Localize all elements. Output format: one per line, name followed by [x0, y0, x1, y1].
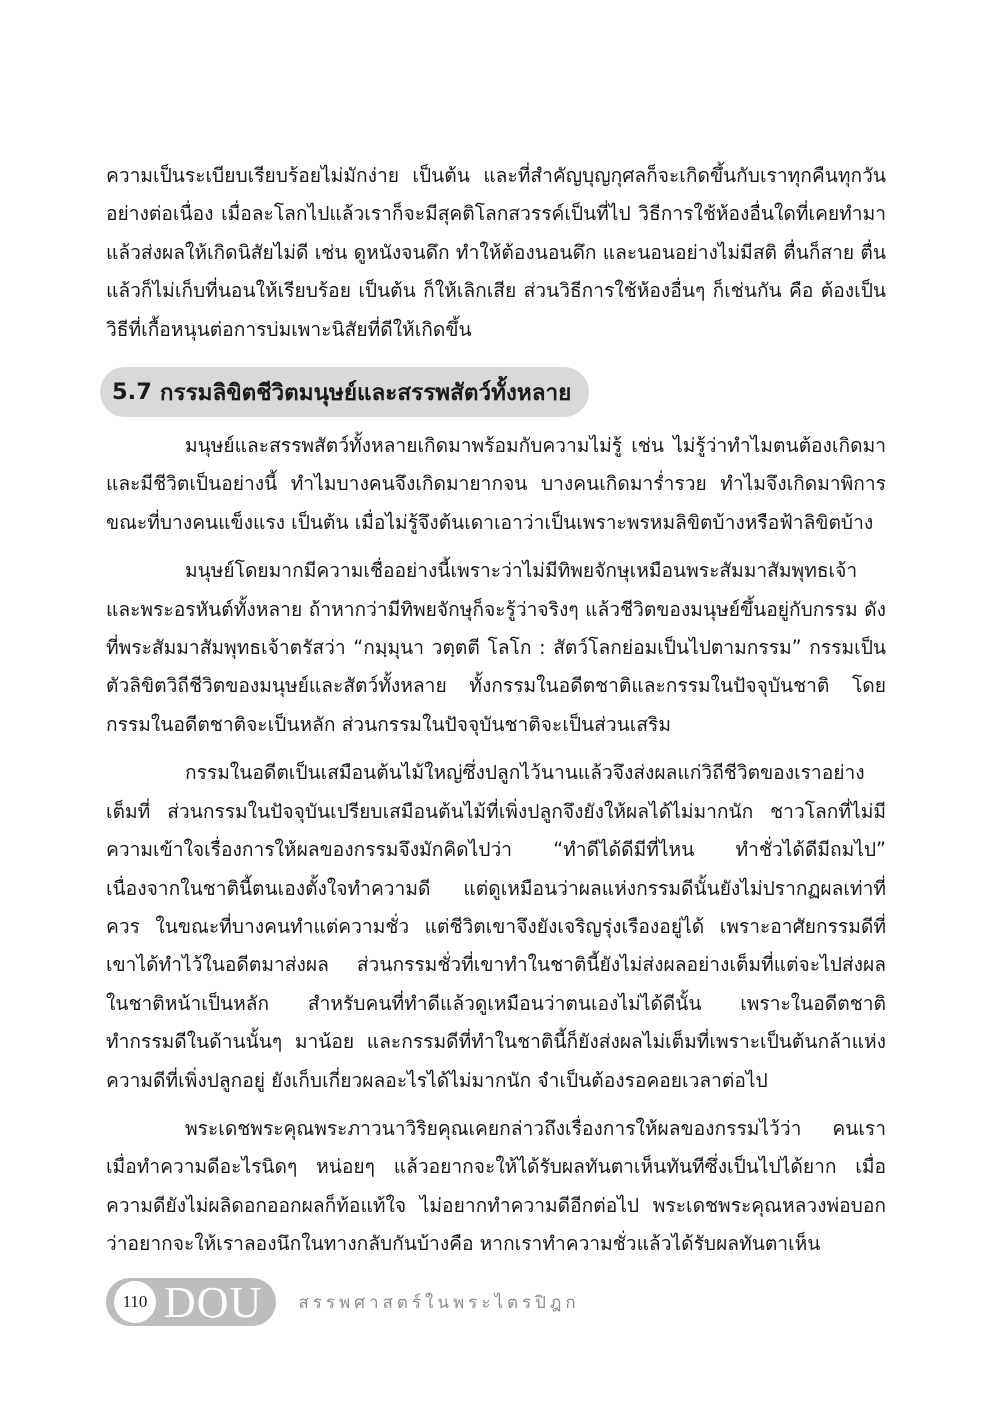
dou-logo: DOU [164, 1277, 263, 1327]
page-body [106, 157, 886, 1264]
paragraph-4: พระเดชพระคุณพระภาวนาวิริยคุณเคยกล่าวถึงเรื่องการให้ผลของกรรมไว้ว่า คนเราเมื่อทำความดีอะไรนิดๆ หน่อยๆ แล้วอยากจะให้ได้รับผลทันตาเห็นทันทีซึ่งเป็นไปได้ยาก เมื่อความดียังไม่ผลิดอกออกผลก็ท้อแท้ใจ ไม่อยากทำความดีอีกต่อไป พระเดชพระคุณหลวงพ่อบอกว่าอยากจะให้เราลองนึกในทางกลับกันบ้างคือ หากเราทำความชั่วแล้วได้รับผลทันตาเห็น [106, 1116, 886, 1256]
book-title: สรรพศาสตร์ในพระไตรปิฎก [298, 1292, 580, 1313]
section-number: 5.7 [112, 379, 152, 406]
section-title: กรรมลิขิตชีวิตมนุษย์และสรรพสัตว์ทั้งหลาย [159, 380, 572, 407]
section-heading-pill [100, 367, 589, 417]
paragraph-gap [106, 542, 886, 552]
paragraph-gap [106, 1100, 886, 1110]
page-footer [106, 1276, 580, 1328]
paragraph-1: มนุษย์และสรรพสัตว์ทั้งหลายเกิดมาพร้อมกับความไม่รู้ เช่น ไม่รู้ว่าทำไมตนต้องเกิดมา และมีชีวิตเป็นอย่างนี้ ทำไมบางคนจึงเกิดมายากจน บางคนเกิดมาร่ำรวย ทำไมจึงเกิดมาพิการ ขณะที่บางคนแข็งแรง เป็นต้น เมื่อไม่รู้จึงต้นเดาเอาว่าเป็นเพราะพรหมลิขิตบ้างหรือฟ้าลิขิตบ้าง [106, 434, 886, 534]
section-heading [100, 363, 886, 421]
paragraph-gap [106, 744, 886, 754]
page-number: 110 [114, 1281, 156, 1323]
paragraph-3: กรรมในอดีตเป็นเสมือนต้นไม้ใหญ่ซึ่งปลูกไว้นานแล้วจึงส่งผลแก่วิถีชีวิตของเราอย่างเต็มที่ ส่วนกรรมในปัจจุบันเปรียบเสมือนต้นไม้ที่เพิ่งปลูกจึงยังให้ผลได้ไม่มากนัก ชาวโลกที่ไม่มีความเข้าใจเรื่องการให้ผลของกรรมจึงมักคิดไปว่า “ทำดีได้ดีมีที่ไหน ทำชั่วได้ดีมีถมไป” เนื่องจากในชาตินี้ตนเองตั้งใจทำความดี แต่ดูเหมือนว่าผลแห่งกรรมดีนั้นยังไม่ปรากฏผลเท่าที่ควร ในขณะที่บางคนทำแต่ความชั่ว แต่ชีวิตเขาจึงยังเจริญรุ่งเรืองอยู่ได้ เพราะอาศัยกรรมดีที่เขาได้ทำไว้ในอดีตมาส่งผล ส่วนกรรมชั่วที่เขาทำในชาตินี้ยังไม่ส่งผลอย่างเต็มที่แต่จะไปส่งผลในชาติหน้าเป็นหลัก สำหรับคนที่ทำดีแล้วดูเหมือนว่าตนเองไม่ได้ดีนั้น เพราะในอดีตชาติทำกรรมดีในด้านนั้นๆ มาน้อย และกรรมดีที่ทำในชาตินี้ก็ยังส่งผลไม่เต็มที่เพราะเป็นต้นกล้าแห่งความดีที่เพิ่งปลูกอยู่ ยังเก็บเกี่ยวผลอะไรได้ไม่มากนัก จำเป็นต้องรอคอยเวลาต่อไป [106, 761, 886, 1092]
footer-badge [106, 1278, 276, 1326]
paragraph-2: มนุษย์โดยมากมีความเชื่ออย่างนี้เพราะว่าไม่มีทิพยจักษุเหมือนพระสัมมาสัมพุทธเจ้าและพระอรหันต์ทั้งหลาย ถ้าหากว่ามีทิพยจักษุก็จะรู้ว่าจริงๆ แล้วชีวิตของมนุษย์ขึ้นอยู่กับกรรม ดังที่พระสัมมาสัมพุทธเจ้าตรัสว่า “กมฺมุนา วตฺตตี โลโก : สัตว์โลกย่อมเป็นไปตามกรรม” กรรมเป็นตัวลิขิตวิถีชีวิตของมนุษย์และสัตว์ทั้งหลาย ทั้งกรรมในอดีตชาติและกรรมในปัจจุบันชาติ โดยกรรมในอดีตชาติจะเป็นหลัก ส่วนกรรมในปัจจุบันชาติจะเป็นส่วนเสริม [106, 559, 886, 736]
paragraph-continued: ความเป็นระเบียบเรียบร้อยไม่มักง่าย เป็นต้น และที่สำคัญบุญกุศลก็จะเกิดขึ้นกับเราทุกคืนทุกวันอย่างต่อเนื่อง เมื่อละโลกไปแล้วเราก็จะมีสุคติโลกสวรรค์เป็นที่ไป วิธีการใช้ห้องอื่นใดที่เคยทำมาแล้วส่งผลให้เกิดนิสัยไม่ดี เช่น ดูหนังจนดึก ทำให้ต้องนอนดึก และนอนอย่างไม่มีสติ ตื่นก็สาย ตื่นแล้วก็ไม่เก็บที่นอนให้เรียบร้อย เป็นต้น ก็ให้เลิกเสีย ส่วนวิธีการใช้ห้องอื่นๆ ก็เช่นกัน คือ ต้องเป็นวิธีที่เกื้อหนุนต่อการบ่มเพาะนิสัยที่ดีให้เกิดขึ้น [106, 164, 886, 341]
